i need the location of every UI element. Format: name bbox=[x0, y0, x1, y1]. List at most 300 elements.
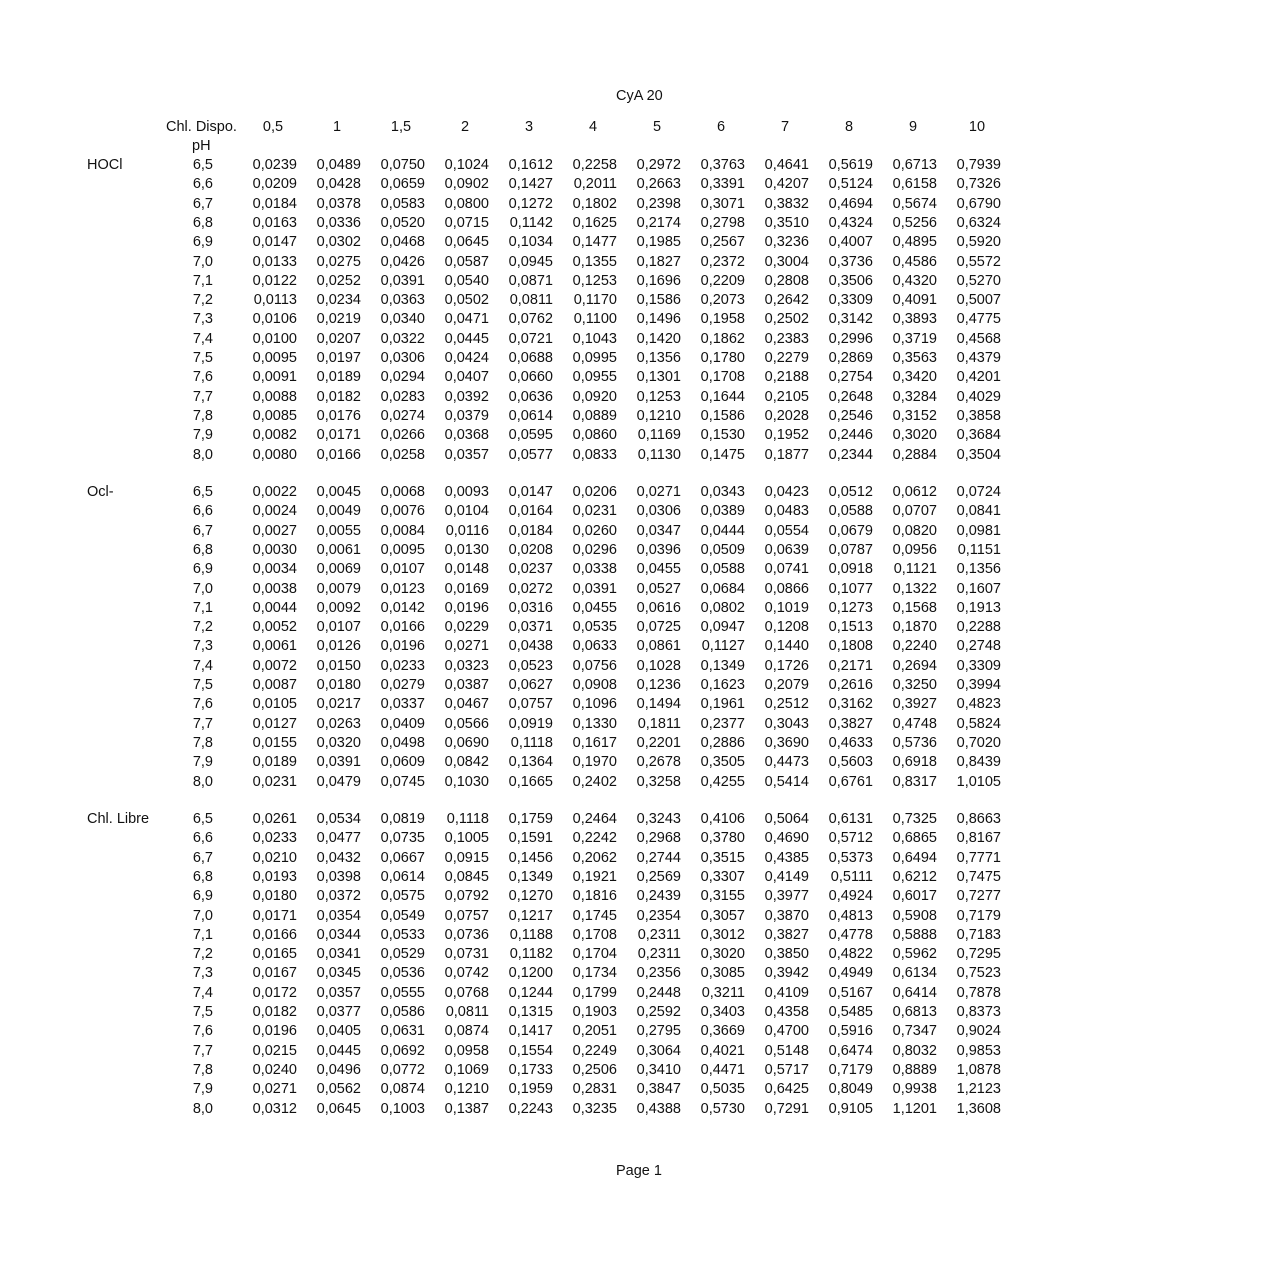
ph-value: 7,0 bbox=[192, 907, 213, 924]
table-cell: 0,3142 bbox=[828, 311, 873, 328]
table-cell: 0,1970 bbox=[572, 754, 617, 771]
table-cell: 0,0471 bbox=[444, 311, 489, 328]
column-header: 1 bbox=[332, 119, 342, 135]
table-cell: 0,0509 bbox=[700, 541, 745, 558]
table-cell: 0,8439 bbox=[956, 754, 1001, 771]
table-cell: 0,0707 bbox=[892, 503, 937, 520]
ph-value: 6,9 bbox=[192, 561, 213, 578]
table-cell: 0,2079 bbox=[764, 677, 809, 693]
table-cell: 0,3250 bbox=[892, 677, 937, 693]
table-cell: 0,7475 bbox=[956, 868, 1001, 885]
table-cell: 0,3043 bbox=[764, 715, 809, 732]
table-cell: 0,0566 bbox=[444, 715, 489, 732]
table-cell: 0,0193 bbox=[252, 868, 297, 885]
table-cell: 0,2188 bbox=[764, 369, 809, 386]
table-cell: 0,0502 bbox=[444, 292, 489, 309]
table-cell: 0,0527 bbox=[636, 580, 681, 597]
table-cell: 0,5064 bbox=[764, 811, 809, 827]
table-cell: 0,4255 bbox=[700, 773, 745, 790]
table-cell: 0,1617 bbox=[572, 734, 617, 751]
table-cell: 0,1733 bbox=[508, 1061, 553, 1078]
table-cell: 0,2996 bbox=[828, 330, 873, 347]
table-row bbox=[0, 715, 1280, 734]
column-header: 3 bbox=[524, 119, 534, 135]
table-cell: 0,1003 bbox=[380, 1100, 425, 1117]
table-cell: 0,0076 bbox=[380, 503, 425, 520]
table-cell: 0,0189 bbox=[316, 369, 361, 386]
table-cell: 0,1456 bbox=[508, 849, 553, 866]
table-cell: 0,1121 bbox=[893, 561, 937, 578]
ph-value: 7,0 bbox=[192, 580, 213, 597]
table-cell: 0,4471 bbox=[700, 1061, 745, 1078]
table-cell: 0,2028 bbox=[764, 407, 809, 424]
section-label: Chl. Libre bbox=[87, 811, 150, 827]
ph-value: 6,7 bbox=[192, 849, 213, 866]
table-cell: 0,1330 bbox=[572, 715, 617, 732]
ph-value: 7,9 bbox=[192, 1081, 213, 1098]
table-cell: 0,5712 bbox=[828, 830, 873, 847]
table-cell: 0,0336 bbox=[316, 214, 361, 231]
table-cell: 0,0217 bbox=[316, 696, 361, 713]
table-cell: 0,0631 bbox=[380, 1023, 425, 1040]
table-cell: 0,1301 bbox=[636, 369, 681, 386]
table-cell: 0,3420 bbox=[892, 369, 937, 386]
table-cell: 0,3763 bbox=[700, 157, 745, 173]
table-cell: 0,3235 bbox=[572, 1100, 617, 1117]
table-cell: 0,4007 bbox=[828, 234, 873, 251]
table-cell: 0,3410 bbox=[636, 1061, 681, 1078]
table-row bbox=[0, 560, 1280, 579]
table-cell: 0,1958 bbox=[700, 311, 745, 328]
table-cell: 0,0196 bbox=[380, 638, 425, 655]
table-cell: 0,0588 bbox=[700, 561, 745, 578]
table-cell: 0,0184 bbox=[508, 522, 553, 539]
table-cell: 0,2446 bbox=[828, 427, 873, 444]
table-cell: 0,0283 bbox=[380, 388, 425, 405]
ph-value: 7,3 bbox=[192, 638, 213, 655]
table-cell: 0,0467 bbox=[444, 696, 489, 713]
table-cell: 0,0688 bbox=[508, 350, 553, 366]
column-header: 5 bbox=[652, 119, 662, 135]
table-cell: 0,0432 bbox=[316, 849, 361, 866]
table-cell: 0,7878 bbox=[956, 984, 1001, 1001]
ph-value: 6,5 bbox=[192, 157, 213, 173]
table-cell: 0,0055 bbox=[316, 522, 361, 539]
table-cell: 0,0182 bbox=[252, 1004, 297, 1020]
ph-value: 6,9 bbox=[192, 234, 213, 251]
table-cell: 0,0320 bbox=[316, 734, 361, 751]
table-cell: 0,0082 bbox=[252, 427, 297, 444]
table-cell: 0,4949 bbox=[828, 965, 873, 982]
table-cell: 1,0878 bbox=[956, 1061, 1001, 1078]
table-cell: 0,0354 bbox=[316, 907, 361, 924]
ph-value: 6,6 bbox=[192, 830, 213, 847]
table-cell: 0,0428 bbox=[316, 176, 361, 193]
table-cell: 0,1100 bbox=[573, 311, 617, 328]
ph-value: 8,0 bbox=[192, 773, 213, 790]
table-cell: 0,0341 bbox=[316, 946, 361, 963]
table-cell: 0,1802 bbox=[572, 195, 617, 212]
table-cell: 0,2311 bbox=[637, 946, 681, 963]
table-row bbox=[0, 291, 1280, 310]
table-cell: 0,2502 bbox=[764, 311, 809, 328]
table-cell: 0,2748 bbox=[956, 638, 1001, 655]
table-cell: 0,6414 bbox=[892, 984, 937, 1001]
table-cell: 0,0583 bbox=[380, 195, 425, 212]
table-cell: 0,0147 bbox=[508, 484, 553, 500]
table-cell: 0,0562 bbox=[316, 1081, 361, 1098]
table-cell: 0,1043 bbox=[572, 330, 617, 347]
table-cell: 0,0549 bbox=[380, 907, 425, 924]
table-cell: 0,2569 bbox=[636, 868, 681, 885]
table-cell: 0,0184 bbox=[252, 195, 297, 212]
table-cell: 0,4633 bbox=[828, 734, 873, 751]
table-cell: 0,1591 bbox=[508, 830, 553, 847]
table-cell: 0,0155 bbox=[252, 734, 297, 751]
table-cell: 0,3669 bbox=[700, 1023, 745, 1040]
table-cell: 0,4207 bbox=[764, 176, 809, 193]
table-cell: 0,0095 bbox=[252, 350, 297, 366]
table-cell: 0,0323 bbox=[444, 657, 489, 674]
table-cell: 0,0742 bbox=[444, 965, 489, 982]
table-cell: 0,2592 bbox=[636, 1004, 681, 1020]
ph-value: 8,0 bbox=[192, 1100, 213, 1117]
table-cell: 0,7771 bbox=[956, 849, 1001, 866]
table-row bbox=[0, 349, 1280, 368]
table-cell: 0,8167 bbox=[956, 830, 1001, 847]
table-cell: 0,4586 bbox=[892, 253, 937, 270]
ph-value: 7,8 bbox=[192, 1061, 213, 1078]
table-cell: 0,3307 bbox=[700, 868, 745, 885]
table-cell: 0,3563 bbox=[892, 350, 937, 366]
table-cell: 0,2377 bbox=[700, 715, 745, 732]
table-cell: 0,0044 bbox=[252, 599, 297, 616]
table-cell: 0,0489 bbox=[316, 157, 361, 173]
table-cell: 0,0322 bbox=[380, 330, 425, 347]
table-row bbox=[0, 676, 1280, 695]
table-cell: 0,2073 bbox=[700, 292, 745, 309]
table-cell: 0,0609 bbox=[380, 754, 425, 771]
table-cell: 0,0302 bbox=[316, 234, 361, 251]
table-cell: 0,5736 bbox=[892, 734, 937, 751]
table-cell: 0,0586 bbox=[380, 1004, 425, 1020]
table-cell: 0,1607 bbox=[956, 580, 1001, 597]
table-row bbox=[0, 195, 1280, 214]
table-cell: 0,0363 bbox=[380, 292, 425, 309]
table-cell: 0,3515 bbox=[700, 849, 745, 866]
table-cell: 0,2808 bbox=[764, 272, 809, 289]
table-cell: 0,4690 bbox=[764, 830, 809, 847]
table-cell: 0,0150 bbox=[316, 657, 361, 674]
table-cell: 0,4021 bbox=[700, 1042, 745, 1059]
table-cell: 0,0533 bbox=[380, 926, 425, 943]
table-cell: 0,0692 bbox=[380, 1042, 425, 1059]
column-header: 7 bbox=[780, 119, 790, 135]
table-cell: 0,5962 bbox=[892, 946, 937, 963]
table-cell: 0,0357 bbox=[316, 984, 361, 1001]
table-row bbox=[0, 426, 1280, 445]
table-row bbox=[0, 156, 1280, 175]
table-cell: 0,0252 bbox=[316, 272, 361, 289]
table-cell: 0,1427 bbox=[508, 176, 553, 193]
table-cell: 0,1477 bbox=[572, 234, 617, 251]
table-cell: 0,1356 bbox=[956, 561, 1001, 578]
table-cell: 0,0731 bbox=[444, 946, 489, 963]
page-title: CyA 20 bbox=[616, 88, 663, 104]
table-row bbox=[0, 330, 1280, 349]
table-row bbox=[0, 599, 1280, 618]
table-cell: 0,0554 bbox=[764, 522, 809, 539]
table-cell: 0,0142 bbox=[380, 599, 425, 616]
table-cell: 0,4385 bbox=[764, 849, 809, 866]
table-cell: 0,0231 bbox=[252, 773, 297, 790]
table-cell: 0,2201 bbox=[636, 734, 681, 751]
table-cell: 0,2648 bbox=[828, 388, 873, 405]
table-cell: 1,3608 bbox=[956, 1100, 1001, 1117]
ph-value: 7,4 bbox=[192, 330, 213, 347]
ph-value: 6,6 bbox=[192, 503, 213, 520]
table-cell: 0,0052 bbox=[252, 619, 297, 636]
table-cell: 0,0095 bbox=[380, 541, 425, 558]
table-cell: 0,3071 bbox=[700, 195, 745, 212]
table-cell: 0,0444 bbox=[700, 522, 745, 539]
table-cell: 0,3977 bbox=[764, 888, 809, 905]
table-cell: 0,0512 bbox=[828, 484, 873, 500]
table-cell: 0,2506 bbox=[572, 1061, 617, 1078]
ph-value: 6,5 bbox=[192, 811, 213, 827]
table-cell: 0,5730 bbox=[700, 1100, 745, 1117]
table-cell: 0,0372 bbox=[316, 888, 361, 905]
table-cell: 0,2243 bbox=[508, 1100, 553, 1117]
table-cell: 0,7523 bbox=[956, 965, 1001, 982]
table-cell: 0,2242 bbox=[572, 830, 617, 847]
table-cell: 0,4775 bbox=[956, 311, 1001, 328]
table-cell: 0,1030 bbox=[444, 773, 489, 790]
table-cell: 0,6761 bbox=[828, 773, 873, 790]
table-cell: 0,7326 bbox=[956, 176, 1001, 193]
table-cell: 0,2567 bbox=[700, 234, 745, 251]
table-row bbox=[0, 233, 1280, 252]
table-cell: 0,3893 bbox=[892, 311, 937, 328]
table-cell: 0,0024 bbox=[252, 503, 297, 520]
table-cell: 0,2795 bbox=[636, 1023, 681, 1040]
table-cell: 0,3719 bbox=[892, 330, 937, 347]
table-cell: 0,0279 bbox=[380, 677, 425, 693]
table-cell: 0,2174 bbox=[636, 214, 681, 231]
table-cell: 0,0296 bbox=[572, 541, 617, 558]
table-cell: 0,4778 bbox=[828, 926, 873, 943]
table-cell: 0,0215 bbox=[252, 1042, 297, 1059]
table-row bbox=[0, 984, 1280, 1003]
table-cell: 0,8317 bbox=[892, 773, 937, 790]
table-row bbox=[0, 1003, 1280, 1022]
table-cell: 0,0860 bbox=[572, 427, 617, 444]
table-cell: 0,2968 bbox=[636, 830, 681, 847]
table-cell: 0,0079 bbox=[316, 580, 361, 597]
ph-value: 7,5 bbox=[192, 1004, 213, 1020]
table-cell: 0,0945 bbox=[508, 253, 553, 270]
table-cell: 0,2744 bbox=[636, 849, 681, 866]
table-cell: 0,0163 bbox=[252, 214, 297, 231]
table-cell: 0,2831 bbox=[572, 1081, 617, 1098]
table-cell: 0,2616 bbox=[828, 677, 873, 693]
table-cell: 0,0123 bbox=[380, 580, 425, 597]
table-cell: 0,1475 bbox=[700, 446, 745, 463]
table-cell: 0,6865 bbox=[892, 830, 937, 847]
table-cell: 0,1985 bbox=[636, 234, 681, 251]
table-cell: 0,1623 bbox=[700, 677, 745, 693]
table-cell: 0,1827 bbox=[636, 253, 681, 270]
table-cell: 0,3152 bbox=[892, 407, 937, 424]
table-cell: 0,0172 bbox=[252, 984, 297, 1001]
table-cell: 0,0889 bbox=[572, 407, 617, 424]
table-cell: 0,2754 bbox=[828, 369, 873, 386]
table-cell: 0,0396 bbox=[636, 541, 681, 558]
table-row bbox=[0, 522, 1280, 541]
table-cell: 0,0127 bbox=[252, 715, 297, 732]
table-cell: 0,0306 bbox=[636, 503, 681, 520]
table-cell: 0,3684 bbox=[956, 427, 1001, 444]
table-cell: 0,0272 bbox=[508, 580, 553, 597]
table-cell: 0,4694 bbox=[828, 195, 873, 212]
table-cell: 0,0409 bbox=[380, 715, 425, 732]
table-cell: 0,0219 bbox=[316, 311, 361, 328]
table-cell: 0,0130 bbox=[444, 541, 489, 558]
table-cell: 0,5603 bbox=[828, 754, 873, 771]
table-cell: 0,0636 bbox=[508, 388, 553, 405]
table-cell: 0,7020 bbox=[956, 734, 1001, 751]
table-cell: 0,5035 bbox=[700, 1081, 745, 1098]
table-cell: 0,3504 bbox=[956, 446, 1001, 463]
table-cell: 0,3827 bbox=[764, 926, 809, 943]
table-cell: 0,0540 bbox=[444, 272, 489, 289]
table-cell: 0,0234 bbox=[316, 292, 361, 309]
table-row bbox=[0, 253, 1280, 272]
table-cell: 0,1870 bbox=[892, 619, 937, 636]
table-cell: 0,5148 bbox=[764, 1042, 809, 1059]
table-cell: 0,0196 bbox=[252, 1023, 297, 1040]
table-cell: 0,0106 bbox=[252, 311, 297, 328]
table-cell: 0,6790 bbox=[956, 195, 1001, 212]
table-cell: 0,5920 bbox=[956, 234, 1001, 251]
ph-value: 7,6 bbox=[192, 369, 213, 386]
table-cell: 0,0237 bbox=[508, 561, 553, 578]
table-cell: 0,1200 bbox=[508, 965, 553, 982]
table-cell: 0,3403 bbox=[700, 1004, 745, 1020]
table-cell: 0,4700 bbox=[764, 1023, 809, 1040]
table-cell: 0,4924 bbox=[828, 888, 873, 905]
table-cell: 0,0340 bbox=[380, 311, 425, 328]
table-cell: 0,0520 bbox=[380, 214, 425, 231]
table-cell: 0,2546 bbox=[828, 407, 873, 424]
table-row bbox=[0, 1100, 1280, 1119]
table-cell: 0,0391 bbox=[316, 754, 361, 771]
table-cell: 0,4358 bbox=[764, 1004, 809, 1020]
table-cell: 0,1142 bbox=[509, 214, 553, 231]
table-cell: 0,3827 bbox=[828, 715, 873, 732]
table-cell: 0,0483 bbox=[764, 503, 809, 520]
table-cell: 0,1349 bbox=[700, 657, 745, 674]
table-cell: 0,6425 bbox=[764, 1081, 809, 1098]
table-cell: 0,9024 bbox=[956, 1023, 1001, 1040]
table-cell: 0,2354 bbox=[636, 907, 681, 924]
table-cell: 0,1644 bbox=[700, 388, 745, 405]
column-header: 0,5 bbox=[262, 119, 284, 135]
table-cell: 0,7347 bbox=[892, 1023, 937, 1040]
column-header: 10 bbox=[968, 119, 986, 135]
table-cell: 0,7183 bbox=[956, 926, 1001, 943]
table-cell: 0,0030 bbox=[252, 541, 297, 558]
table-cell: 0,9105 bbox=[828, 1100, 873, 1117]
table-cell: 0,1356 bbox=[636, 350, 681, 366]
table-cell: 0,6134 bbox=[892, 965, 937, 982]
table-cell: 0,8889 bbox=[892, 1061, 937, 1078]
table-cell: 0,1077 bbox=[828, 580, 873, 597]
table-cell: 0,0240 bbox=[252, 1061, 297, 1078]
table-cell: 0,0107 bbox=[316, 619, 361, 636]
table-cell: 0,3736 bbox=[828, 253, 873, 270]
table-cell: 0,2288 bbox=[956, 619, 1001, 636]
table-cell: 0,3994 bbox=[956, 677, 1001, 693]
table-cell: 0,0167 bbox=[252, 965, 297, 982]
table-cell: 0,3155 bbox=[700, 888, 745, 905]
ph-value: 7,2 bbox=[192, 619, 213, 636]
column-header-row bbox=[0, 118, 1280, 138]
ph-value: 7,0 bbox=[192, 253, 213, 270]
table-cell: 0,1959 bbox=[508, 1081, 553, 1098]
table-cell: 0,5485 bbox=[828, 1004, 873, 1020]
table-cell: 0,0477 bbox=[316, 830, 361, 847]
table-cell: 0,0100 bbox=[252, 330, 297, 347]
table-cell: 0,0745 bbox=[380, 773, 425, 790]
table-cell: 0,2171 bbox=[828, 657, 873, 674]
ph-value: 6,8 bbox=[192, 541, 213, 558]
table-row bbox=[0, 310, 1280, 329]
table-cell: 0,1530 bbox=[700, 427, 745, 444]
table-row bbox=[0, 541, 1280, 560]
table-cell: 0,1253 bbox=[636, 388, 681, 405]
ph-label: pH bbox=[192, 138, 211, 154]
ph-value: 7,7 bbox=[192, 715, 213, 732]
table-cell: 0,1696 bbox=[636, 272, 681, 289]
table-cell: 0,5111 bbox=[830, 868, 873, 885]
table-cell: 0,5414 bbox=[764, 773, 809, 790]
table-cell: 0,0347 bbox=[636, 522, 681, 539]
ph-value: 7,6 bbox=[192, 696, 213, 713]
table-cell: 0,0306 bbox=[380, 350, 425, 366]
table-cell: 0,1024 bbox=[444, 157, 489, 173]
table-cell: 0,7179 bbox=[828, 1061, 873, 1078]
ph-value: 6,9 bbox=[192, 888, 213, 905]
table-cell: 0,1273 bbox=[828, 599, 873, 616]
table-row bbox=[0, 1080, 1280, 1099]
table-cell: 0,0176 bbox=[316, 407, 361, 424]
table-cell: 0,2258 bbox=[572, 157, 617, 173]
table-cell: 0,1244 bbox=[508, 984, 553, 1001]
table-cell: 0,0690 bbox=[444, 734, 489, 751]
table-cell: 0,0274 bbox=[380, 407, 425, 424]
table-cell: 0,2464 bbox=[572, 811, 617, 827]
ph-value: 7,2 bbox=[192, 946, 213, 963]
table-cell: 0,0614 bbox=[380, 868, 425, 885]
table-cell: 0,5270 bbox=[956, 272, 1001, 289]
table-cell: 0,0445 bbox=[316, 1042, 361, 1059]
table-cell: 0,0148 bbox=[444, 561, 489, 578]
table-cell: 0,0956 bbox=[892, 541, 937, 558]
table-cell: 0,2402 bbox=[572, 773, 617, 790]
table-cell: 0,0820 bbox=[892, 522, 937, 539]
table-cell: 0,3309 bbox=[828, 292, 873, 309]
